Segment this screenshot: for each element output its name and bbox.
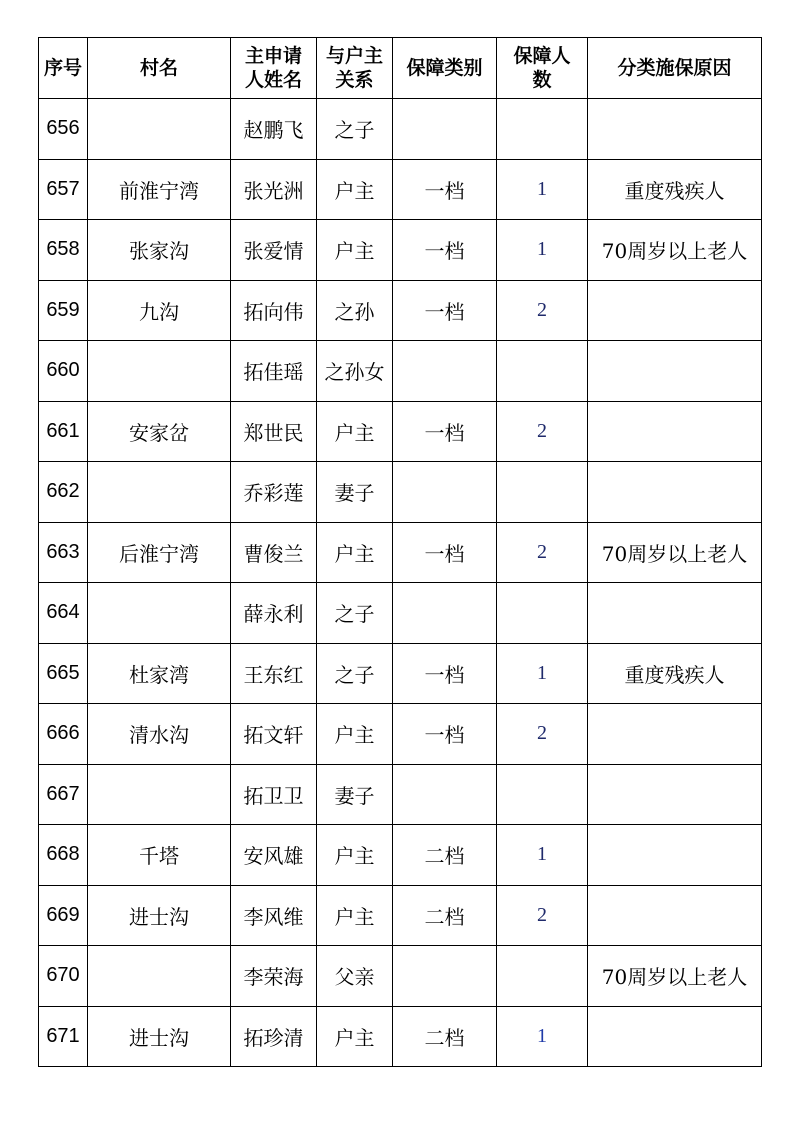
cell-category: 一档 [393, 280, 497, 341]
cell-category: 二档 [393, 1006, 497, 1067]
cell-reason: 70周岁以上老人 [588, 522, 762, 583]
cell-count [497, 764, 588, 825]
cell-village: 前淮宁湾 [88, 159, 231, 220]
cell-category [393, 946, 497, 1007]
cell-applicant: 王东红 [231, 643, 317, 704]
table-row [39, 825, 762, 886]
cell-relation: 之子 [317, 583, 393, 644]
cell-category: 一档 [393, 643, 497, 704]
table-row [39, 280, 762, 341]
cell-count [497, 583, 588, 644]
cell-applicant: 拓文轩 [231, 704, 317, 765]
cell-village: 后淮宁湾 [88, 522, 231, 583]
cell-relation: 之孙女 [317, 341, 393, 402]
cell-village [88, 462, 231, 523]
cell-category: 一档 [393, 704, 497, 765]
cell-village: 安家岔 [88, 401, 231, 462]
cell-village [88, 99, 231, 160]
cell-count [497, 462, 588, 523]
header-applicant: 主申请人姓名 [231, 38, 317, 99]
cell-count [497, 99, 588, 160]
cell-reason: 重度残疾人 [588, 159, 762, 220]
table-row [39, 462, 762, 523]
cell-relation: 户主 [317, 220, 393, 281]
cell-village [88, 583, 231, 644]
cell-seq: 661 [39, 401, 88, 462]
header-count: 保障人数 [497, 38, 588, 99]
cell-applicant: 薛永利 [231, 583, 317, 644]
cell-village: 张家沟 [88, 220, 231, 281]
cell-applicant: 拓佳瑶 [231, 341, 317, 402]
cell-category [393, 341, 497, 402]
cell-category: 二档 [393, 885, 497, 946]
table-row [39, 946, 762, 1007]
cell-relation: 户主 [317, 401, 393, 462]
cell-category [393, 764, 497, 825]
cell-applicant: 乔彩莲 [231, 462, 317, 523]
cell-count: 1 [497, 220, 588, 281]
table-row [39, 341, 762, 402]
cell-village: 千塔 [88, 825, 231, 886]
table-row [39, 220, 762, 281]
cell-seq: 657 [39, 159, 88, 220]
cell-reason [588, 341, 762, 402]
cell-category: 二档 [393, 825, 497, 886]
table-body [39, 99, 762, 1067]
cell-relation: 户主 [317, 704, 393, 765]
cell-applicant: 拓珍清 [231, 1006, 317, 1067]
cell-relation: 户主 [317, 159, 393, 220]
table-header [39, 38, 762, 99]
cell-count: 2 [497, 280, 588, 341]
cell-village: 杜家湾 [88, 643, 231, 704]
header-relation: 与户主关系 [317, 38, 393, 99]
cell-applicant: 李风维 [231, 885, 317, 946]
table-row [39, 885, 762, 946]
cell-applicant: 郑世民 [231, 401, 317, 462]
cell-count [497, 341, 588, 402]
table-row [39, 1006, 762, 1067]
cell-count: 2 [497, 704, 588, 765]
cell-reason [588, 764, 762, 825]
cell-reason [588, 462, 762, 523]
cell-applicant: 安风雄 [231, 825, 317, 886]
cell-applicant: 李荣海 [231, 946, 317, 1007]
cell-applicant: 赵鹏飞 [231, 99, 317, 160]
cell-relation: 父亲 [317, 946, 393, 1007]
cell-village [88, 764, 231, 825]
cell-seq: 663 [39, 522, 88, 583]
header-seq: 序号 [39, 38, 88, 99]
table-row [39, 704, 762, 765]
cell-category: 一档 [393, 522, 497, 583]
table-row [39, 99, 762, 160]
cell-seq: 671 [39, 1006, 88, 1067]
cell-seq: 668 [39, 825, 88, 886]
cell-seq: 664 [39, 583, 88, 644]
cell-reason [588, 583, 762, 644]
cell-village: 进士沟 [88, 1006, 231, 1067]
header-row [39, 38, 762, 99]
table-row [39, 583, 762, 644]
cell-count: 2 [497, 401, 588, 462]
cell-category [393, 99, 497, 160]
cell-seq: 656 [39, 99, 88, 160]
cell-applicant: 曹俊兰 [231, 522, 317, 583]
cell-relation: 之子 [317, 643, 393, 704]
cell-seq: 667 [39, 764, 88, 825]
cell-count [497, 946, 588, 1007]
cell-village: 进士沟 [88, 885, 231, 946]
header-reason: 分类施保原因 [588, 38, 762, 99]
cell-count: 2 [497, 885, 588, 946]
cell-reason [588, 885, 762, 946]
cell-relation: 之孙 [317, 280, 393, 341]
cell-category: 一档 [393, 401, 497, 462]
cell-category [393, 583, 497, 644]
cell-category: 一档 [393, 159, 497, 220]
cell-relation: 之子 [317, 99, 393, 160]
cell-village: 清水沟 [88, 704, 231, 765]
cell-applicant: 张爱情 [231, 220, 317, 281]
cell-relation: 户主 [317, 825, 393, 886]
cell-count: 2 [497, 522, 588, 583]
cell-reason [588, 99, 762, 160]
header-village: 村名 [88, 38, 231, 99]
cell-count: 1 [497, 159, 588, 220]
cell-seq: 662 [39, 462, 88, 523]
cell-seq: 658 [39, 220, 88, 281]
cell-reason [588, 1006, 762, 1067]
cell-relation: 户主 [317, 1006, 393, 1067]
subsistence-roster-table [38, 37, 762, 1067]
cell-applicant: 拓向伟 [231, 280, 317, 341]
cell-village [88, 341, 231, 402]
cell-count: 1 [497, 825, 588, 886]
cell-reason [588, 280, 762, 341]
cell-village [88, 946, 231, 1007]
table-row [39, 159, 762, 220]
cell-applicant: 张光洲 [231, 159, 317, 220]
cell-reason [588, 704, 762, 765]
cell-applicant: 拓卫卫 [231, 764, 317, 825]
cell-seq: 659 [39, 280, 88, 341]
cell-relation: 户主 [317, 522, 393, 583]
table-row [39, 401, 762, 462]
table-row [39, 522, 762, 583]
cell-reason: 70周岁以上老人 [588, 946, 762, 1007]
cell-seq: 669 [39, 885, 88, 946]
cell-reason [588, 401, 762, 462]
cell-seq: 665 [39, 643, 88, 704]
cell-category [393, 462, 497, 523]
cell-relation: 妻子 [317, 764, 393, 825]
cell-reason [588, 825, 762, 886]
cell-seq: 670 [39, 946, 88, 1007]
table-row [39, 764, 762, 825]
cell-count: 1 [497, 1006, 588, 1067]
cell-seq: 666 [39, 704, 88, 765]
cell-relation: 户主 [317, 885, 393, 946]
cell-village: 九沟 [88, 280, 231, 341]
cell-category: 一档 [393, 220, 497, 281]
cell-count: 1 [497, 643, 588, 704]
cell-relation: 妻子 [317, 462, 393, 523]
cell-reason: 70周岁以上老人 [588, 220, 762, 281]
cell-seq: 660 [39, 341, 88, 402]
header-category: 保障类别 [393, 38, 497, 99]
cell-reason: 重度残疾人 [588, 643, 762, 704]
table-row [39, 643, 762, 704]
